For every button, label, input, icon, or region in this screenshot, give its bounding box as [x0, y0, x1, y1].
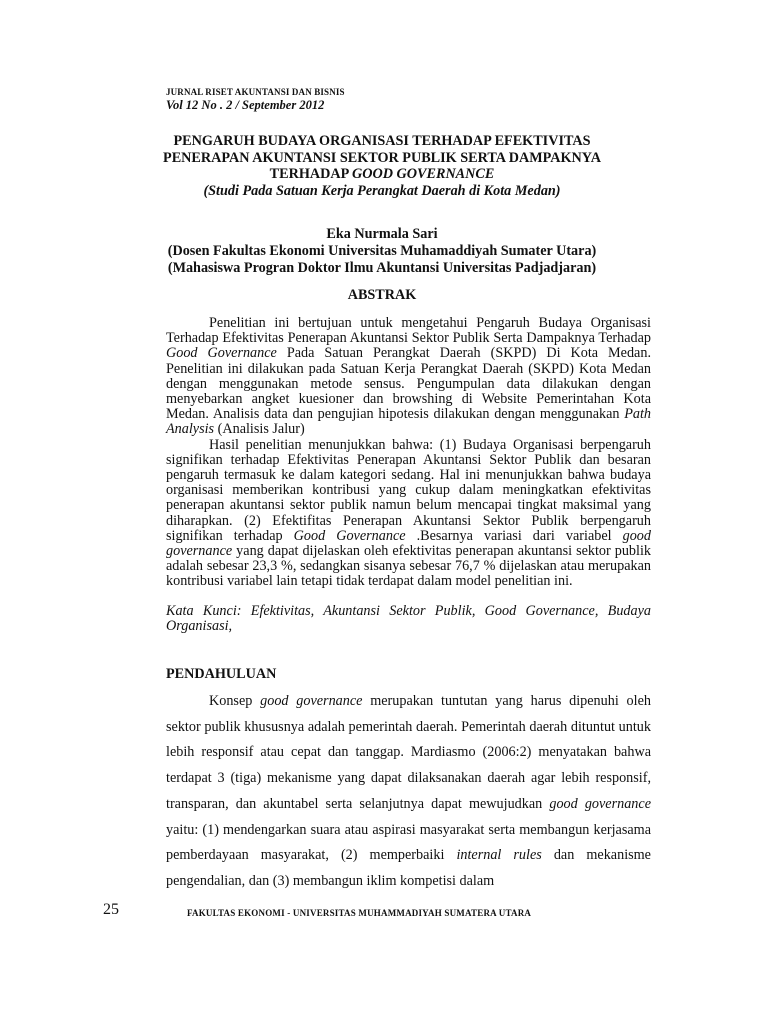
abstract-heading: ABSTRAK [347, 287, 417, 303]
title-line-1: PENGARUH BUDAYA ORGANISASI TERHADAP EFEKTIVITAS [173, 133, 591, 149]
section-text-a: Konsep [209, 693, 261, 709]
section-heading: PENDAHULUAN [166, 666, 277, 682]
abstract-p1-text-e: (Analisis Jalur) [214, 421, 305, 438]
abstract-p1-italic-b: Good Governance [166, 345, 277, 362]
section-italic-f: internal rules [456, 847, 542, 864]
section-italic-b: good governance [260, 693, 363, 709]
journal-volume: Vol 12 No . 2 / September 2012 [166, 98, 325, 112]
author-block [140, 226, 624, 276]
title-line-3-plain: TERHADAP [269, 166, 353, 182]
article-subtitle: (Studi Pada Satuan Kerja Perangkat Daerah di Kota Medan) [203, 182, 561, 199]
section-paragraph [166, 689, 651, 895]
abstract-p2-text-c: .Besarnya variasi dari variabel [405, 527, 623, 544]
abstract-p1-text-a: Penelitian ini bertujuan untuk mengetahui Pengaruh Budaya Organisasi Terhadap Efektivitas Penerapan Akuntansi Sektor Publik Serta Dampaknya Terhadap [166, 315, 651, 347]
page-number: 25 [103, 901, 119, 918]
abstract-paragraph-1 [166, 316, 651, 438]
abstract-paragraph-2 [166, 438, 651, 590]
title-line-2: PENERAPAN AKUNTANSI SEKTOR PUBLIK SERTA DAMPAKNYA [163, 149, 601, 166]
section-italic-d: good governance [549, 795, 651, 812]
author-affiliation-2: (Mahasiswa Progran Doktor Ilmu Akuntansi Universitas Padjadjaran) [167, 259, 597, 276]
abstract-p2-text-e: yang dapat dijelaskan oleh efektivitas penerapan akuntansi sektor publik adalah sebesar 23,3 %, sedangkan sisanya sebesar 76,7 % dijelaskan atau merupakan kontribusi variabel lain tetapi tidak terdapat dalam model penelitian ini. [166, 543, 651, 590]
abstract-body [166, 316, 651, 590]
section-text-g: dan mekanisme pengendalian, dan (3) membangun iklim kompetisi dalam [166, 847, 651, 889]
abstract-p1-italic-d: Path Analysis [166, 406, 651, 438]
page-footer: FAKULTAS EKONOMI - UNIVERSITAS MUHAMMADIYAH SUMATERA UTARA [187, 908, 532, 918]
article-title [140, 133, 624, 199]
section-text-c: merupakan tuntutan yang harus dipenuhi oleh sektor publik khususnya adalah pemerintah daerah. Pemerintah daerah dituntut untuk lebih responsif atau cepat dan tanggap. Mardiasmo (2006:2) menyatakan bahwa terdapat 3 (tiga) mekanisme yang dapat dilaksanakan daerah agar lebih responsif, transparan, dan akuntabel serta selanjutnya dapat mewujudkan [166, 693, 651, 812]
abstract-p2-text-a: Hasil penelitian menunjukkan bahwa: (1) Budaya Organisasi berpengaruh signifikan terhadap Efektivitas Penerapan Akuntansi Sektor Publik dan besaran pengaruh termasuk ke dalam kategori sedang. Hal ini menunjukkan bahwa budaya organisasi memberikan kontribusi yang cukup dalam meningkatkan efektivitas penerapan akuntansi sektor publik namun belum mencapai tingkat maksimal yang diharapkan. (2) Efektifitas Penerapan Akuntansi Sektor Publik berpengaruh signifikan terhadap [166, 436, 651, 544]
section-body [166, 689, 651, 895]
journal-name: JURNAL RISET AKUNTANSI DAN BISNIS [166, 87, 345, 97]
abstract-p1-text-c: Pada Satuan Perangkat Daerah (SKPD) Di Kota Medan. Penelitian ini dilakukan pada Satuan Kerja Perangkat Daerah (SKPD) Kota Medan dengan menggunakan metode sensus. Pengumpulan data dilakukan dengan menyebarkan angket kuesioner dan browshing di Website Pemerintahan Kota Medan. Analisis data dan pengujian hipotesis dilakukan dengan menggunakan [166, 345, 651, 423]
abstract-p2-italic-b: Good Governance [293, 527, 406, 544]
title-line-3-italic: GOOD GOVERNANCE [352, 166, 495, 182]
abstract-p2-italic-d: good governance [166, 527, 651, 560]
keywords: Kata Kunci: Efektivitas, Akuntansi Sektor Publik, Good Governance, Budaya Organisasi, [166, 603, 651, 635]
section-text-e: yaitu: (1) mendengarkan suara atau aspirasi masyarakat serta membangun kerjasama pemberdayaan masyarakat, (2) memperbaiki [166, 821, 651, 864]
author-name: Eka Nurmala Sari [326, 226, 438, 242]
title-line-3 [140, 166, 624, 183]
author-affiliation-1: (Dosen Fakultas Ekonomi Universitas Muhamaddiyah Sumater Utara) [167, 242, 597, 259]
